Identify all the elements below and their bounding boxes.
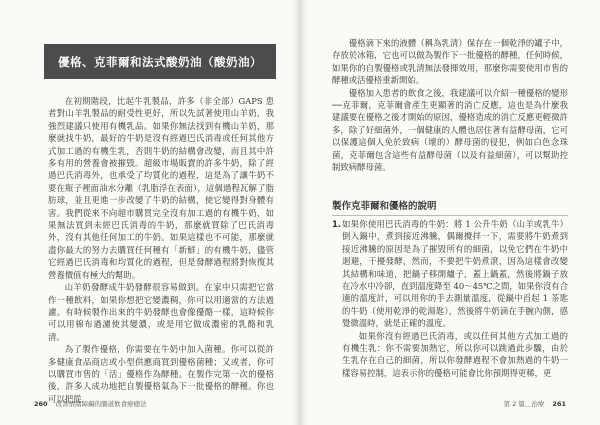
paragraph: 山羊奶發酵成牛奶發酵很容易做到。在家中只需把它當作一種飲料，如果你想把它變濃稠，你可以用適當的方法過濾。有時候製作出來的牛奶發酵也會像優酪一樣，這時候你可以用棉布過濾使其變濃，或是用它做成濃密的乳酪和乳清。 (48, 282, 274, 342)
page-number: 260 (34, 400, 48, 408)
paragraph: 如果你沒有經過巴氏消毒，或以任何其他方式加工過的有機生乳：你不需要加熱它，所以你可以跳過此步驟，由於生乳存在自己的細菌，所以你發酵過程不會加熱過的牛奶一樣容易控制，這表示你的優格可能會比你預期得更稀，更 (342, 330, 568, 378)
paragraph: 為了製作優格，你需要在牛奶中加入菌種。你可以從許多健康食品商店或小型供應商買到優格菌種；又或者，你可以購買市售的「活」優格作為酵種。在製作完第一次的優格後，許多人成功地把自製優格氣為下一批優格的酵種。你也可以把從 (48, 344, 274, 404)
list-number: 1. (332, 219, 342, 229)
right-page (300, 0, 600, 425)
page-number: 261 (552, 400, 566, 408)
paragraph: 優格滴下來的液體（稱為乳清）保存在一個乾淨的罐子中，存放於冰箱，它也可以做為製作下一批優格的酵種，任何時候，如果你的自製優格或乳清無法發揮效用，那麼你需要使用市售的酵種或活優格重新開始。 (332, 38, 568, 86)
instruction-list (332, 218, 568, 379)
list-item (332, 218, 568, 379)
paragraph: 在初期階段，比起牛乳製品，許多（非全部）GAPS 患者對山羊乳製品的耐受性更好，所以先試著使用山羊奶，我強烈建議只使用有機乳品。如果你無法找到有機山羊奶，那麼就找牛奶，最好的牛奶是沒有經過巴氏消毒或任何其他方式加工過的有機生乳，否則牛奶的結構會改變，而且其中許多有用的營養會被摧毀。超級市場販賣的許多牛奶，除了經過巴氏消毒外，也承受了均質化的過程，這是為了讓牛奶不要在瓶子裡面油水分離（乳脂浮在表面），這個過程瓦解了脂肪球，並且更進一步改變了牛奶的結構，使它變得對身體有害。我們從來不向超市購買完全沒有加工過的有機牛奶，如果無法買到未經巴氏消毒的牛奶，那麼就買除了巴氏消毒外，沒有其他任何加工的牛奶。如果這樣也不可能，那麼就盡你最大的努力去購買任何種有「新鮮」的有機牛奶，儘管它經過巴氏消毒和均質化的過程，但是發酵過程將對恢復其營養價值有極大的幫助。 (48, 96, 274, 280)
left-body-text (48, 95, 274, 405)
section-title-banner (44, 44, 276, 79)
running-title: 改善情緒障礙的腸道飲食療癒法 (55, 400, 147, 408)
section-title: 優格、克菲爾和法式酸奶油（酸奶油） (58, 54, 262, 69)
running-chapter: 第 2 篇＿治療 (503, 400, 545, 408)
paragraph: 優格加入患者的飲食之後，我建議可以介紹一種優格的變形──克菲爾，克菲爾會產生更顯著的消亡反應，這也是為什麼我建議要在優格之後才開始的原因，優格造成的消亡反應更輕微許多，除了好細菌外，一個健康的人體也居住著有益酵母菌，它可以保護這個人免於致病（壞的）酵母菌的侵犯，例如白色念珠菌，克菲爾包含這些有益酵母菌（以及有益細菌），可以幫助控制致病酵母菌。 (332, 87, 568, 173)
paragraph: 如果你使用巴氏消毒的牛奶：將 1 公升牛奶（山羊或乳牛）倒入鍋中，煮到接近沸騰，偶爾攪拌一下，需要將牛奶煮到接近沸騰的原因是為了摧毀所有的細菌，以免它們在牛奶中迴避，干擾發酵，然而，不要把牛奶煮滾，因為這樣會改變其結構和味道，把鍋子移開爐子，蓋上鍋蓋，然後將鍋子放在冷水中冷卻，直到溫度降至 40～45℃之間，如果你沒有合適的溫度計，可以用你的手去測量溫度，從鍋中舀起 1 茶匙的牛奶（使用乾淨的乾湯匙），然後將牛奶滴在手腕內側，感覺微溫時，就是正確的溫度。 (342, 219, 568, 329)
section-heading: 製作克菲爾和優格的說明 (332, 198, 568, 216)
left-footer (34, 399, 155, 408)
right-footer (496, 399, 566, 408)
right-body-text (332, 37, 568, 173)
